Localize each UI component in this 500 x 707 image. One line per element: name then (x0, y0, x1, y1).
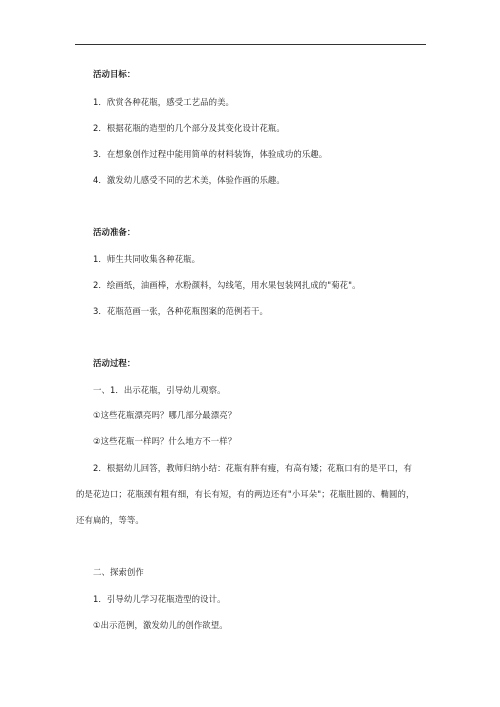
process-summary-line-1: 2．根据幼儿回答，教师归纳小结：花瓶有胖有瘦，有高有矮；花瓶口有的是平口，有 (93, 463, 413, 473)
goal-item-2: 2．根据花瓶的造型的几个部分及其变化设计花瓶。 (93, 123, 285, 133)
goal-item-1: 1．欣赏各种花瓶，感受工艺品的美。 (93, 97, 235, 107)
preparation-item-2: 2．绘画纸，油画棒，水粉颜料，勾线笔，用水果包装网扎成的"菊花"。 (93, 280, 361, 290)
preparation-item-1: 1．师生共同收集各种花瓶。 (93, 254, 201, 264)
header-rule (75, 44, 426, 45)
process-part1-intro: 一、1．出示花瓶，引导幼儿观察。 (93, 385, 226, 395)
process-part2-item-1: 1．引导幼儿学习花瓶造型的设计。 (93, 594, 226, 604)
process-summary-line-3: 还有扁的，等等。 (76, 515, 144, 525)
goal-item-4: 4．激发幼儿感受不同的艺术美，体验作画的乐趣。 (93, 175, 285, 185)
goals-heading: 活动目标： (93, 69, 136, 79)
process-part2-item-1-sub: ①出示范例，激发幼儿的创作欲望。 (93, 620, 228, 630)
process-part2-heading: 二、探索创作 (93, 567, 144, 577)
preparation-heading: 活动准备： (93, 227, 136, 237)
preparation-item-3: 3．花瓶范画一张，各种花瓶图案的范例若干。 (93, 306, 268, 316)
process-summary-line-2: 的是花边口；花瓶颈有粗有细，有长有短，有的两边还有"小耳朵"；花瓶肚圆的、椭圆的， (76, 489, 415, 499)
process-heading: 活动过程： (93, 358, 136, 368)
process-question-1: ①这些花瓶漂亮吗？哪几部分最漂亮？ (93, 410, 237, 420)
process-question-2: ②这些花瓶一样吗？什么地方不一样？ (93, 436, 237, 446)
goal-item-3: 3．在想象创作过程中能用简单的材料装饰，体验成功的乐趣。 (93, 149, 328, 159)
